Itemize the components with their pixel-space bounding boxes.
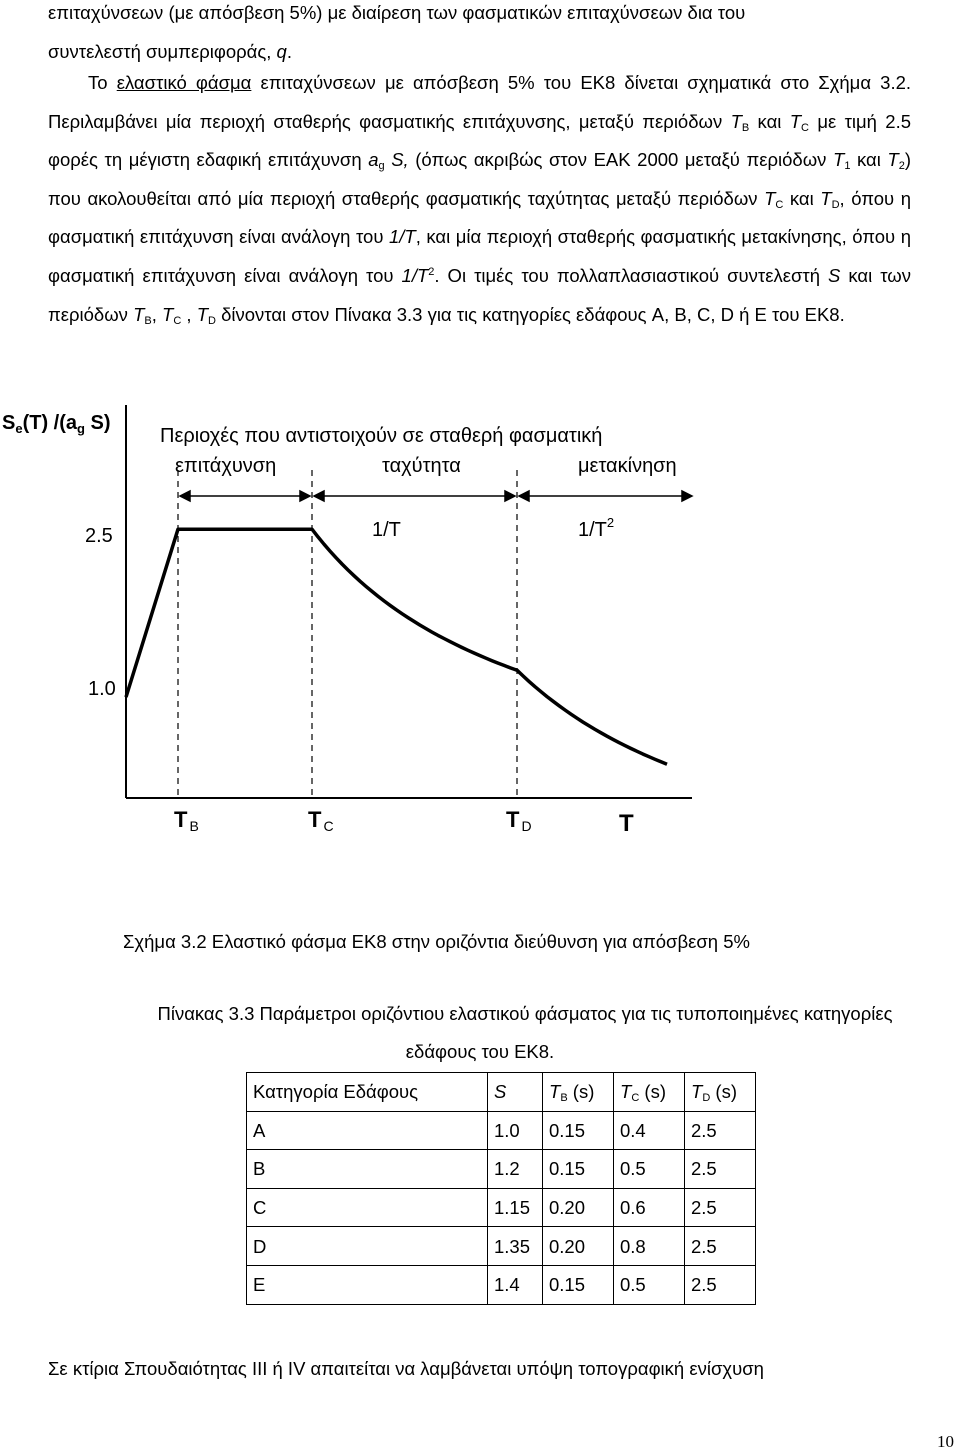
header-category: Κατηγορία Εδάφους — [247, 1073, 488, 1112]
intro-line-1: επιταχύνσεων (με απόσβεση 5%) με διαίρεση των φασματικών επιταχύνσεων δια του — [48, 2, 746, 23]
p2-text: , — [181, 303, 197, 325]
p2-text: δίνονται στον Πίνακα 3.3 για τις κατηγορίες εδάφους A, B, C, D ή E του ΕΚ8. — [215, 303, 845, 325]
parameters-table — [246, 1072, 756, 1305]
var-t: T — [162, 303, 174, 325]
var-s: S, — [384, 149, 409, 171]
sub-b: B — [741, 121, 750, 134]
var-a: a — [368, 149, 379, 171]
var-t: T — [196, 303, 209, 325]
cell-td: 2.5 — [685, 1188, 756, 1227]
var-q: q — [276, 40, 287, 62]
cell-s: 1.35 — [488, 1227, 543, 1266]
sub-c: C — [801, 121, 809, 134]
p2-text: Το — [88, 72, 117, 93]
intro-punct: . — [286, 40, 292, 62]
cell-tc: 0.8 — [614, 1227, 685, 1266]
arrow-head-left — [180, 491, 190, 501]
cell-tb: 0.15 — [543, 1265, 614, 1304]
region-label-displacement: μετακίνηση — [578, 455, 677, 477]
table-row — [247, 1111, 756, 1150]
arrow-head-right — [682, 491, 692, 501]
cell-category: D — [247, 1227, 488, 1266]
cell-s: 1.15 — [488, 1188, 543, 1227]
spectrum-figure — [0, 395, 960, 915]
p2-text: , — [151, 303, 163, 325]
p2-text: ) που ακολουθείται από μία περιοχή σταθερής φασματικής ταχύτητας μεταξύ περιόδων — [48, 149, 912, 209]
cell-s: 1.0 — [488, 1111, 543, 1150]
x-label-td: T D — [506, 807, 532, 834]
x-axis-label: T — [619, 810, 634, 837]
var-t: T — [789, 110, 802, 132]
x-label-tc: T C — [308, 807, 334, 834]
region-arrows — [180, 491, 692, 501]
cell-tc: 0.5 — [614, 1265, 685, 1304]
cell-tc: 0.4 — [614, 1111, 685, 1150]
region-label-acceleration: επιτάχυνση — [175, 455, 277, 477]
p2-text: (όπως ακριβώς στον ΕΑΚ 2000 μεταξύ περιόδων — [408, 149, 833, 171]
importance-note: Σε κτίρια Σπουδαιότητας ΙΙΙ ή ΙV απαιτείται να λαμβάνεται υπόψη τοπογραφική ενίσχυση — [48, 1358, 764, 1379]
sub-b: B — [144, 314, 152, 327]
sup-2: 2 — [428, 265, 435, 278]
cell-td: 2.5 — [685, 1111, 756, 1150]
header-tb: $T_B$ (s) — [543, 1073, 614, 1112]
x-label-tb: T B — [174, 807, 199, 834]
label-inverse-t-squared: $1/T^2$ — [578, 515, 615, 541]
spectrum-curve — [126, 529, 667, 764]
cell-s: 1.4 — [488, 1265, 543, 1304]
var-t: T — [730, 110, 742, 132]
cell-category: A — [247, 1111, 488, 1150]
cell-tb: 0.20 — [543, 1227, 614, 1266]
p2-text: και — [850, 149, 888, 171]
p2-text: . Οι τιμές του πολλαπλασιαστικού συντελεστή — [434, 264, 829, 286]
p2-text: με τιμή 2.5 φορές τη μέγιστη εδαφική επιτάχυνση — [48, 110, 912, 171]
page-number: 10 — [937, 1432, 954, 1451]
label-inverse-t: 1/T — [372, 519, 401, 541]
table-row — [247, 1265, 756, 1304]
header-tc: $T_C$ (s) — [614, 1073, 685, 1112]
elastic-spectrum-link[interactable]: ελαστικό φάσμα — [116, 72, 252, 93]
paragraph-intro — [48, 0, 911, 71]
intro-line-2: συντελεστή συμπεριφοράς, — [48, 40, 277, 62]
arrow-head-right — [505, 491, 515, 501]
inverse-t-squared: 1/T — [401, 264, 429, 286]
table-caption: Πίνακας 3.3 Παράμετροι οριζόντιου ελαστικού φάσματος για τις τυποποιημένες κατηγορίες — [157, 1003, 893, 1024]
cell-tb: 0.15 — [543, 1150, 614, 1189]
table-row — [247, 1227, 756, 1266]
cell-tb: 0.20 — [543, 1188, 614, 1227]
sub-c: C — [775, 198, 784, 211]
table-row — [247, 1188, 756, 1227]
cell-td: 2.5 — [685, 1150, 756, 1189]
arrow-head-left — [519, 491, 529, 501]
var-t: T — [887, 149, 899, 171]
cell-tb: 0.15 — [543, 1111, 614, 1150]
y-axis-label: $S_e(T)$ $/(a_g$ S) — [2, 412, 111, 436]
region-label-velocity: ταχύτητα — [382, 455, 461, 477]
p2-text: και των περιόδων — [48, 264, 912, 325]
arrow-head-left — [314, 491, 324, 501]
cell-category: C — [247, 1188, 488, 1227]
cell-category: E — [247, 1265, 488, 1304]
p2-text: , όπου η φασματική επιτάχυνση είναι ανάλογη του — [48, 187, 911, 248]
cell-td: 2.5 — [685, 1227, 756, 1266]
y-tick-2-5: 2.5 — [85, 525, 113, 547]
arrow-head-right — [300, 491, 310, 501]
cell-tc: 0.6 — [614, 1188, 685, 1227]
cell-tc: 0.5 — [614, 1150, 685, 1189]
p2-text: και — [749, 110, 790, 132]
table-header-row — [247, 1073, 756, 1112]
cell-category: B — [247, 1150, 488, 1189]
sub-c: C — [173, 314, 182, 327]
p2-text: , και μία περιοχή σταθερής φασματικής μετακίνησης, όπου η φασματική επιτάχυνση είναι ανάλογη του — [48, 226, 911, 286]
var-t: T — [764, 187, 776, 209]
y-tick-1-0: 1.0 — [88, 678, 116, 700]
figure-caption: Σχήμα 3.2 Ελαστικό φάσμα ΕΚ8 στην οριζόντια διεύθυνση για απόσβεση 5% — [123, 931, 750, 952]
sub-2: 2 — [898, 160, 905, 173]
region-header: Περιοχές που αντιστοιχούν σε σταθερή φασματική — [160, 425, 603, 447]
header-td: $T_D$ (s) — [685, 1073, 756, 1112]
paragraph-spectrum — [48, 64, 911, 334]
p2-text: επιταχύνσεων με απόσβεση 5% του ΕΚ8 δίνεται σχηματικά στο Σχήμα 3.2. Περιλαμβάνει μία περιοχή σταθερής φασματικής επιτάχυνσης, μεταξύ περιόδων — [48, 72, 912, 132]
sub-d: D — [208, 314, 216, 327]
sub-g: g — [378, 160, 385, 173]
cell-s: 1.2 — [488, 1150, 543, 1189]
var-t: T — [133, 303, 145, 325]
sub-d: D — [831, 198, 840, 211]
header-s: S — [488, 1073, 543, 1112]
var-s: S — [828, 264, 841, 286]
var-t: T — [820, 187, 832, 209]
table-row — [247, 1150, 756, 1189]
cell-td: 2.5 — [685, 1265, 756, 1304]
var-t: T — [833, 149, 845, 171]
table-caption-continued: εδάφους του ΕΚ8. — [405, 1041, 555, 1062]
sub-1: 1 — [844, 160, 851, 173]
p2-text: και — [783, 187, 821, 209]
inverse-t: 1/T — [388, 226, 416, 248]
